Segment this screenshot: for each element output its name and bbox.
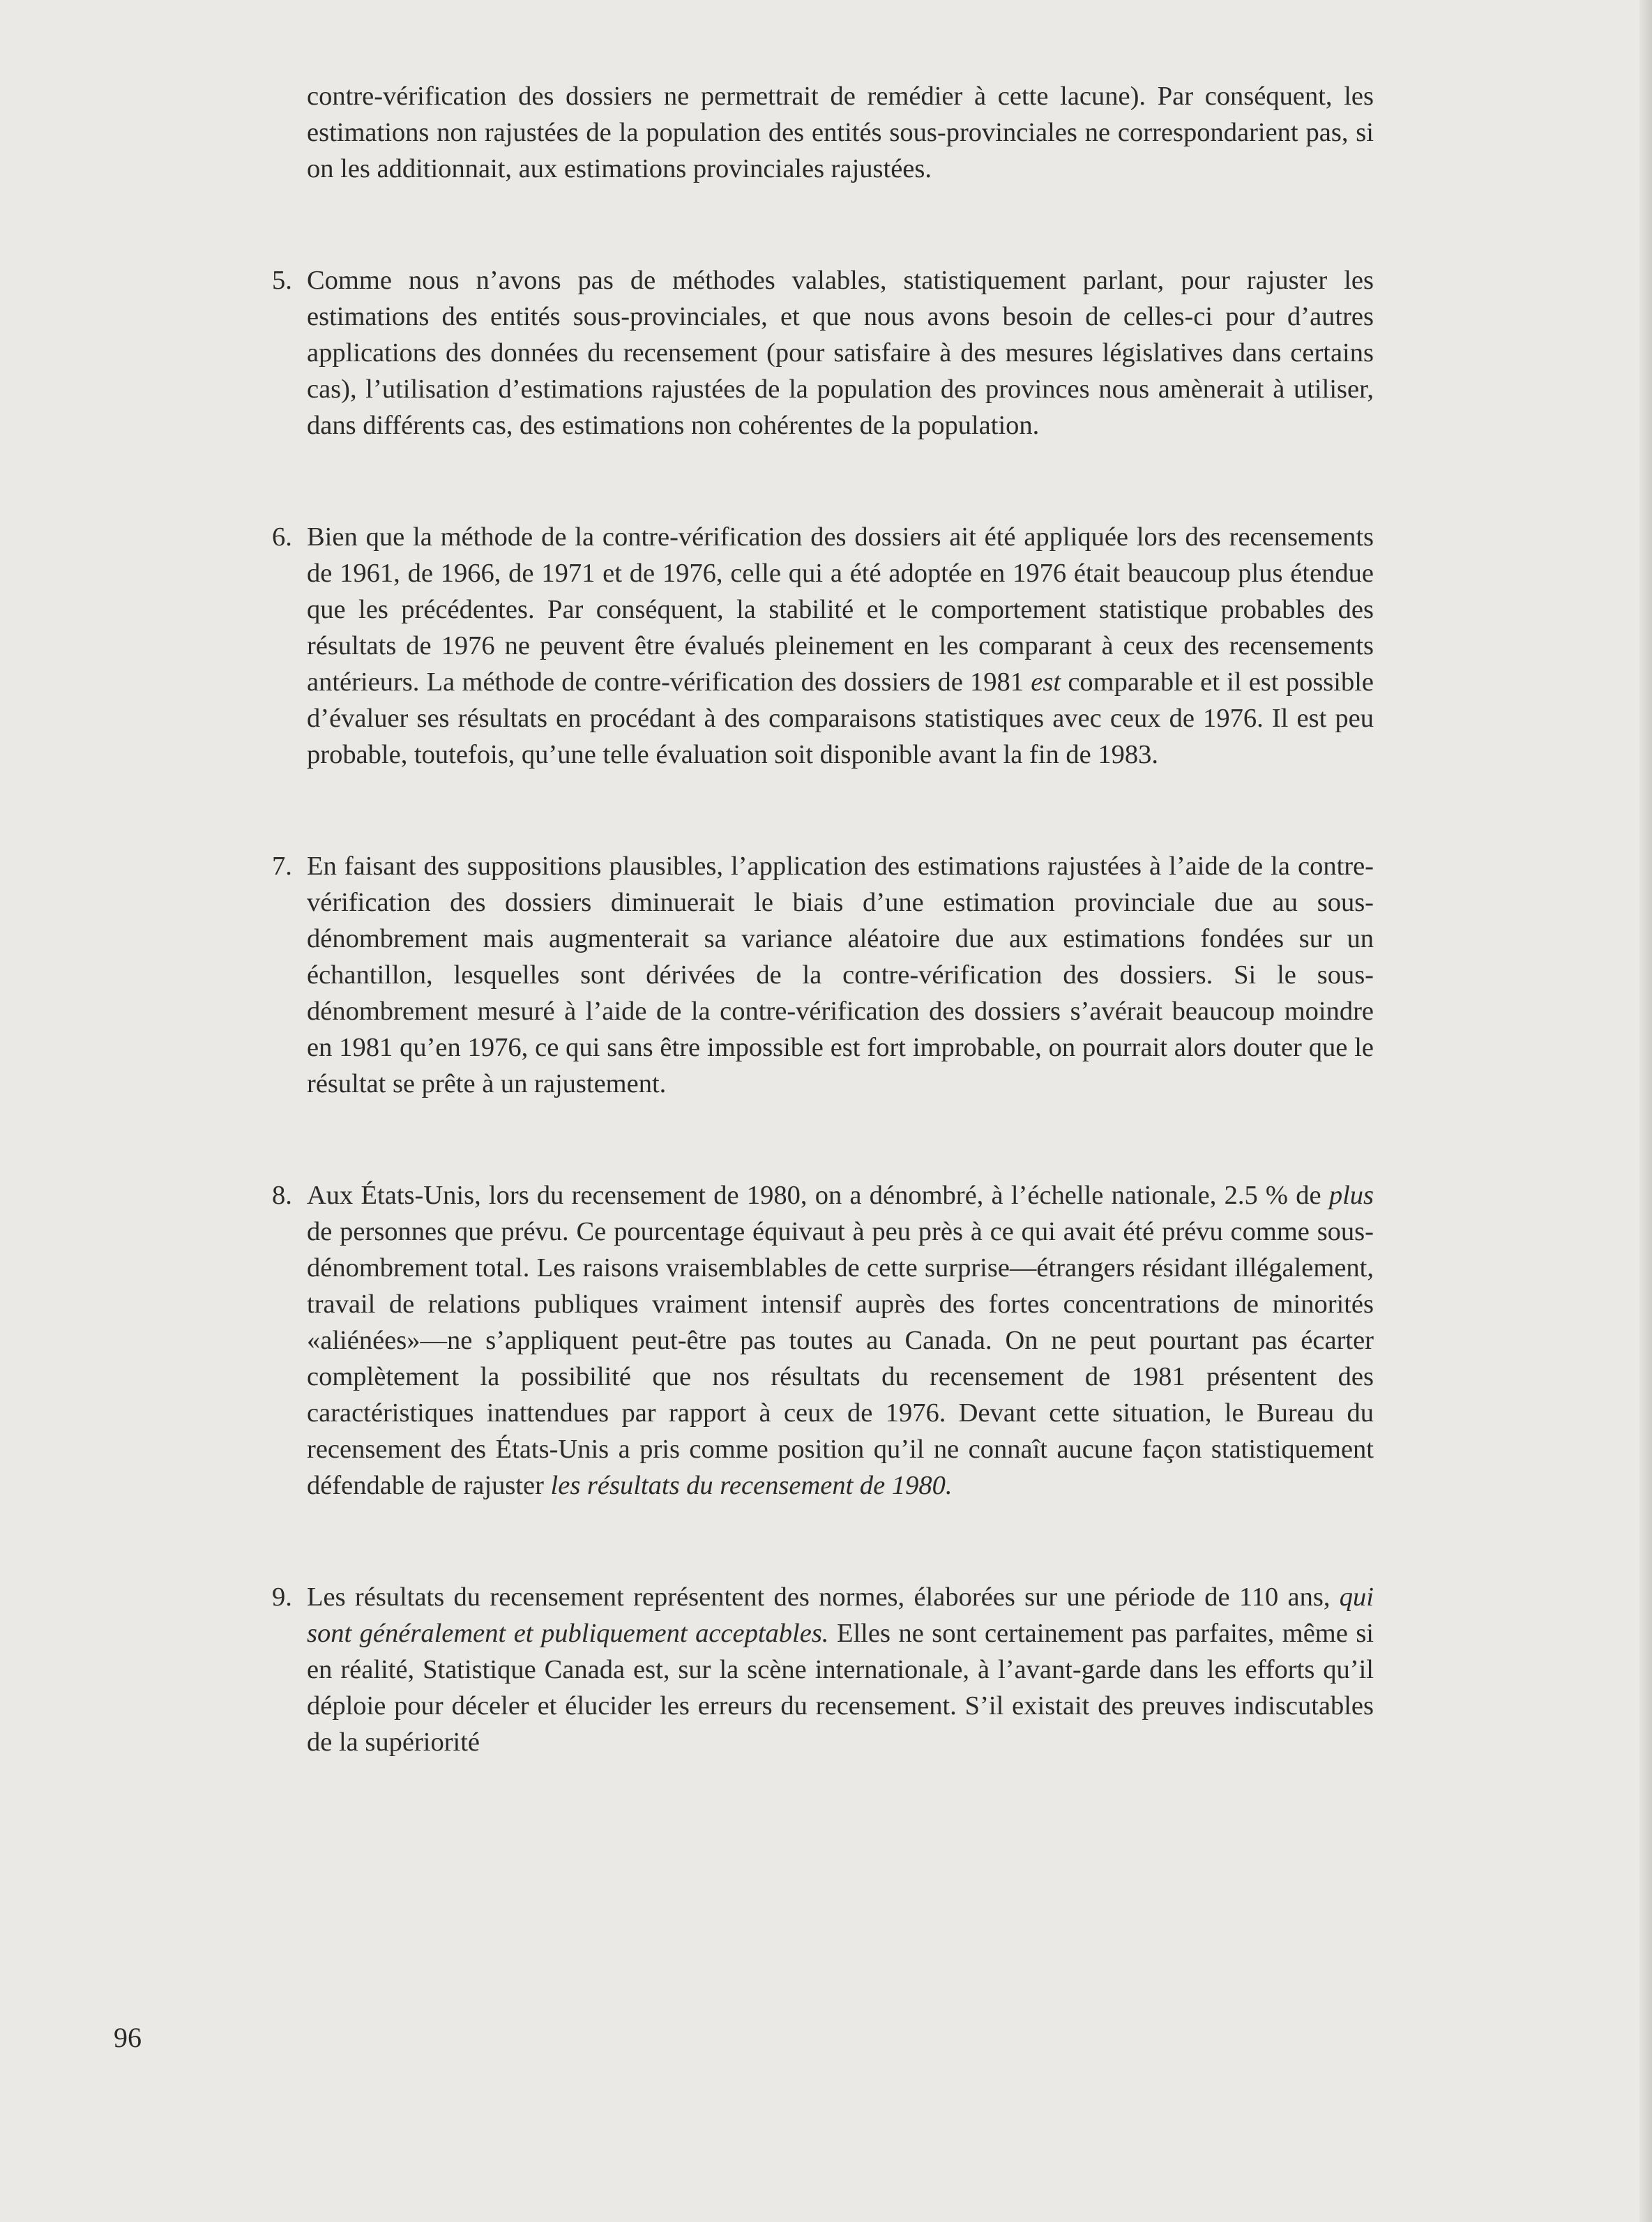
paragraph-number: 9. [272, 1582, 292, 1612]
paragraph-number: 7. [272, 852, 292, 881]
paragraph-text: de personnes que prévu. Ce pourcentage équivaut à peu près à ce qui avait été prévu comme sous-dénombrement total. Les raisons vraisemblables de cette surprise—étrangers résidant illégalement, travail de relations publiques vraiment intensif auprès des fortes concentrations de minorités «aliénées»—ne s’appliquent peut-être pas toutes au Canada. On ne peut pourtant pas écarter complètement la possibilité que nos résultats du recensement de 1981 présentent des caractéristiques inattendues par rapport à ceux de 1976. Devant cette situation, le Bureau du recensement des États-Unis a pris comme position qu’il ne connaît aucune façon statistiquement défendable de rajuster [307, 1217, 1374, 1500]
paragraph-6 [272, 519, 1374, 773]
paragraph-number: 6. [272, 522, 292, 552]
body-text [272, 78, 1374, 1760]
paragraph-gap [307, 1102, 1374, 1177]
paragraph-number: 5. [272, 266, 292, 295]
paragraph-text: Comme nous n’avons pas de méthodes valables, statistiquement parlant, pour rajuster les estimations des entités sous-provinciales, et que nous avons besoin de celles-ci pour d’autres applications des données du recensement (pour satisfaire à des mesures législatives dans certains cas), l’utilisation d’estimations rajustées de la population des provinces nous amènerait à utiliser, dans différents cas, des estimations non cohérentes de la population. [307, 266, 1374, 440]
paragraph-5 [272, 262, 1374, 444]
paragraph-8 [272, 1177, 1374, 1504]
paragraph-text: comparable et il est possible d’évaluer ses résultats en procédant à des comparaisons statistiques avec ceux de 1976. Il est peu probable, toutefois, qu’une telle évaluation soit disponible avant la fin de 1983. [307, 667, 1374, 769]
page-edge-shadow [1639, 0, 1652, 2222]
paragraph-9 [272, 1579, 1374, 1760]
paragraph-7 [272, 848, 1374, 1102]
paragraph-gap [307, 444, 1374, 519]
paragraph-text: En faisant des suppositions plausibles, l’application des estimations rajustées à l’aide de la contre-vérification des dossiers diminuerait le biais d’une estimation provinciale due au sous-dénombrement mais augmenterait sa variance aléatoire due aux estimations fondées sur un échantillon, lesquelles sont dérivées de la contre-vérification des dossiers. Si le sous-dénombrement mesuré à l’aide de la contre-vérification des dossiers s’avérait beaucoup moindre en 1981 qu’en 1976, ce qui sans être impossible est fort improbable, on pourrait alors douter que le résultat se prête à un rajustement. [307, 852, 1374, 1098]
emphasis-text: qui sont généralement et publiquement acceptables. [307, 1582, 1374, 1648]
paragraph-text: Elles ne sont certainement pas parfaites, même si en réalité, Statistique Canada est, sur la scène internationale, à l’avant-garde dans les efforts qu’il déploie pour déceler et élucider les erreurs du recensement. S’il existait des preuves indiscutables de la supériorité [307, 1619, 1374, 1757]
paragraph-text: Les résultats du recensement représentent des normes, élaborées sur une période de 110 ans, [307, 1582, 1331, 1612]
paragraph-gap [307, 773, 1374, 848]
paragraph-number: 8. [272, 1181, 292, 1210]
paragraph-gap [307, 1504, 1374, 1579]
emphasis-text: est [1031, 667, 1061, 697]
page-number: 96 [114, 2022, 142, 2053]
paragraph-gap [307, 187, 1374, 262]
paragraph-4-continued: contre-vérification des dossiers ne permettrait de remédier à cette lacune). Par conséquent, les estimations non rajustées de la population des entités sous-provinciales ne correspondarient pas, si on les additionnait, aux estimations provinciales rajustées. [307, 82, 1374, 183]
emphasis-text: les résultats du recensement de 1980. [550, 1471, 953, 1500]
paragraph-text: Aux États-Unis, lors du recensement de 1980, on a dénombré, à l’échelle nationale, 2.5 % de [307, 1181, 1321, 1210]
emphasis-text: plus [1328, 1181, 1374, 1210]
paragraph-text: Bien que la méthode de la contre-vérification des dossiers ait été appliquée lors des recensements de 1961, de 1966, de 1971 et de 1976, celle qui a été adoptée en 1976 était beaucoup plus étendue que les précédentes. Par conséquent, la stabilité et le comportement statistique probables des résultats de 1976 ne peuvent être évalués pleinement en les comparant à ceux des recensements antérieurs. La méthode de contre-vérification des dossiers de 1981 [307, 522, 1374, 697]
